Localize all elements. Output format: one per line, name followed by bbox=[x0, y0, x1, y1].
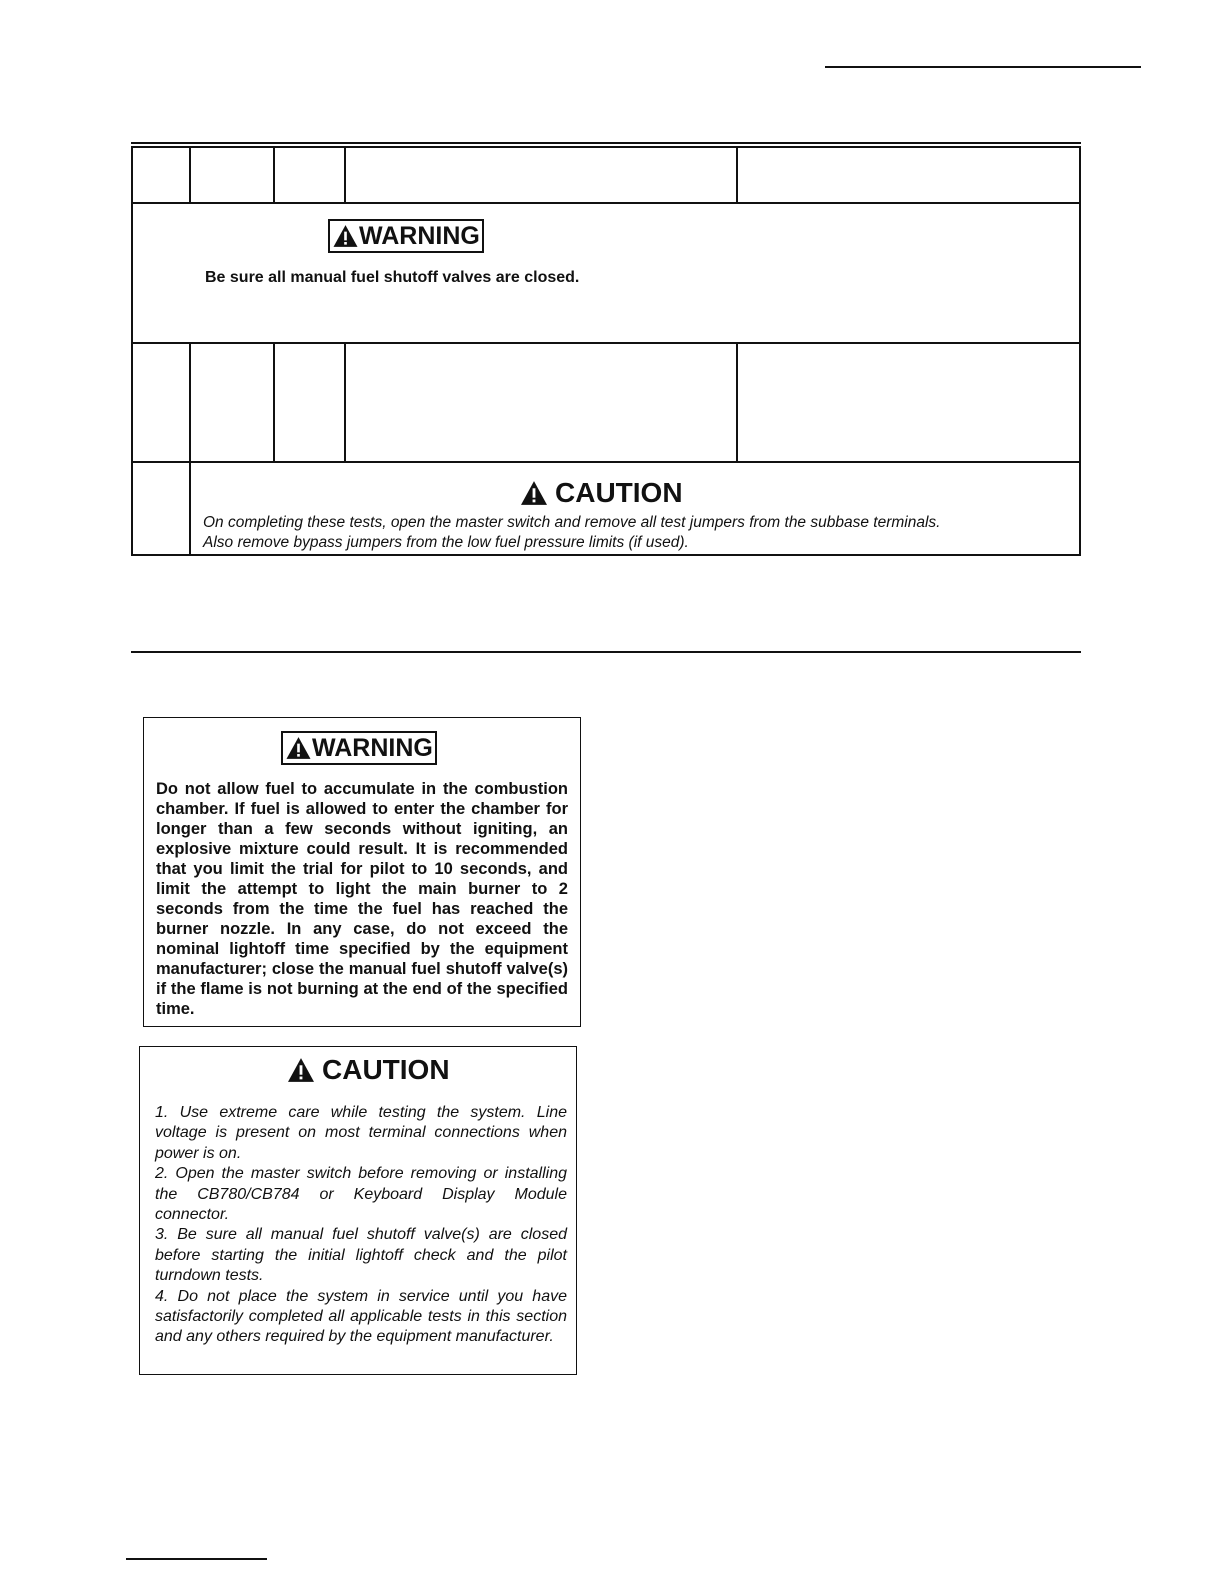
table-divider bbox=[133, 342, 1079, 344]
box-caution-list bbox=[155, 1103, 567, 1348]
table-caution-label: CAUTION bbox=[555, 477, 683, 508]
footer-rule bbox=[126, 1558, 267, 1560]
table-divider bbox=[189, 461, 191, 556]
table-divider bbox=[344, 148, 346, 202]
box-warning-badge bbox=[281, 731, 437, 765]
caution-triangle-icon bbox=[286, 1057, 316, 1083]
table-caution-heading bbox=[519, 479, 683, 507]
header-rule bbox=[825, 66, 1141, 68]
box-warning-label: WARNING bbox=[312, 733, 433, 762]
table-caution-line-1: On completing these tests, open the master switch and remove all test jumpers from the subbase terminals. bbox=[203, 514, 941, 531]
table-divider bbox=[133, 461, 1079, 463]
section-divider-rule bbox=[131, 651, 1081, 653]
table-caution-line-2: Also remove bypass jumpers from the low fuel pressure limits (if used). bbox=[203, 534, 689, 551]
table-warning-badge bbox=[328, 219, 484, 253]
table-divider bbox=[133, 202, 1079, 204]
procedure-table bbox=[131, 146, 1081, 556]
warning-box bbox=[143, 717, 581, 1027]
table-divider bbox=[189, 342, 191, 461]
caution-triangle-icon bbox=[519, 480, 549, 506]
table-warning-label: WARNING bbox=[359, 221, 480, 250]
table-warning-text: Be sure all manual fuel shutoff valves are closed. bbox=[205, 269, 580, 286]
box-warning-text: Do not allow fuel to accumulate in the combustion chamber. If fuel is allowed to enter the chamber for longer than a few seconds without igniting, an explosive mixture could result. It is recommended that you limit the trial for pilot to 10 seconds, and limit the attempt to light the main burner to 2 seconds from the time the fuel has reached the burner nozzle. In any case, do not exceed the nominal lightoff time specified by the equipment manufacturer; close the manual fuel shutoff valve(s) if the flame is not burning at the end of the specified time. bbox=[156, 780, 568, 1018]
table-divider bbox=[189, 148, 191, 202]
caution-box bbox=[139, 1046, 577, 1375]
table-top-rule bbox=[131, 142, 1081, 144]
caution-item: 3. Be sure all manual fuel shutoff valve(s) are closed before starting the initial lightoff check and the pilot turndown tests. bbox=[155, 1226, 567, 1285]
table-divider bbox=[736, 342, 738, 461]
warning-triangle-icon bbox=[332, 224, 359, 248]
table-divider bbox=[273, 148, 275, 202]
caution-item: 1. Use extreme care while testing the system. Line voltage is present on most terminal connections when power is on. bbox=[155, 1104, 567, 1162]
caution-item: 4. Do not place the system in service until you have satisfactorily completed all applicable tests in this section and any others required by the equipment manufacturer. bbox=[155, 1287, 567, 1346]
caution-item: 2. Open the master switch before removing or installing the CB780/CB784 or Keyboard Display Module connector. bbox=[155, 1165, 567, 1224]
table-divider bbox=[273, 342, 275, 461]
table-divider bbox=[736, 148, 738, 202]
table-divider bbox=[344, 342, 346, 461]
warning-triangle-icon bbox=[285, 736, 312, 760]
box-caution-heading bbox=[286, 1056, 450, 1084]
box-caution-label: CAUTION bbox=[322, 1054, 450, 1085]
